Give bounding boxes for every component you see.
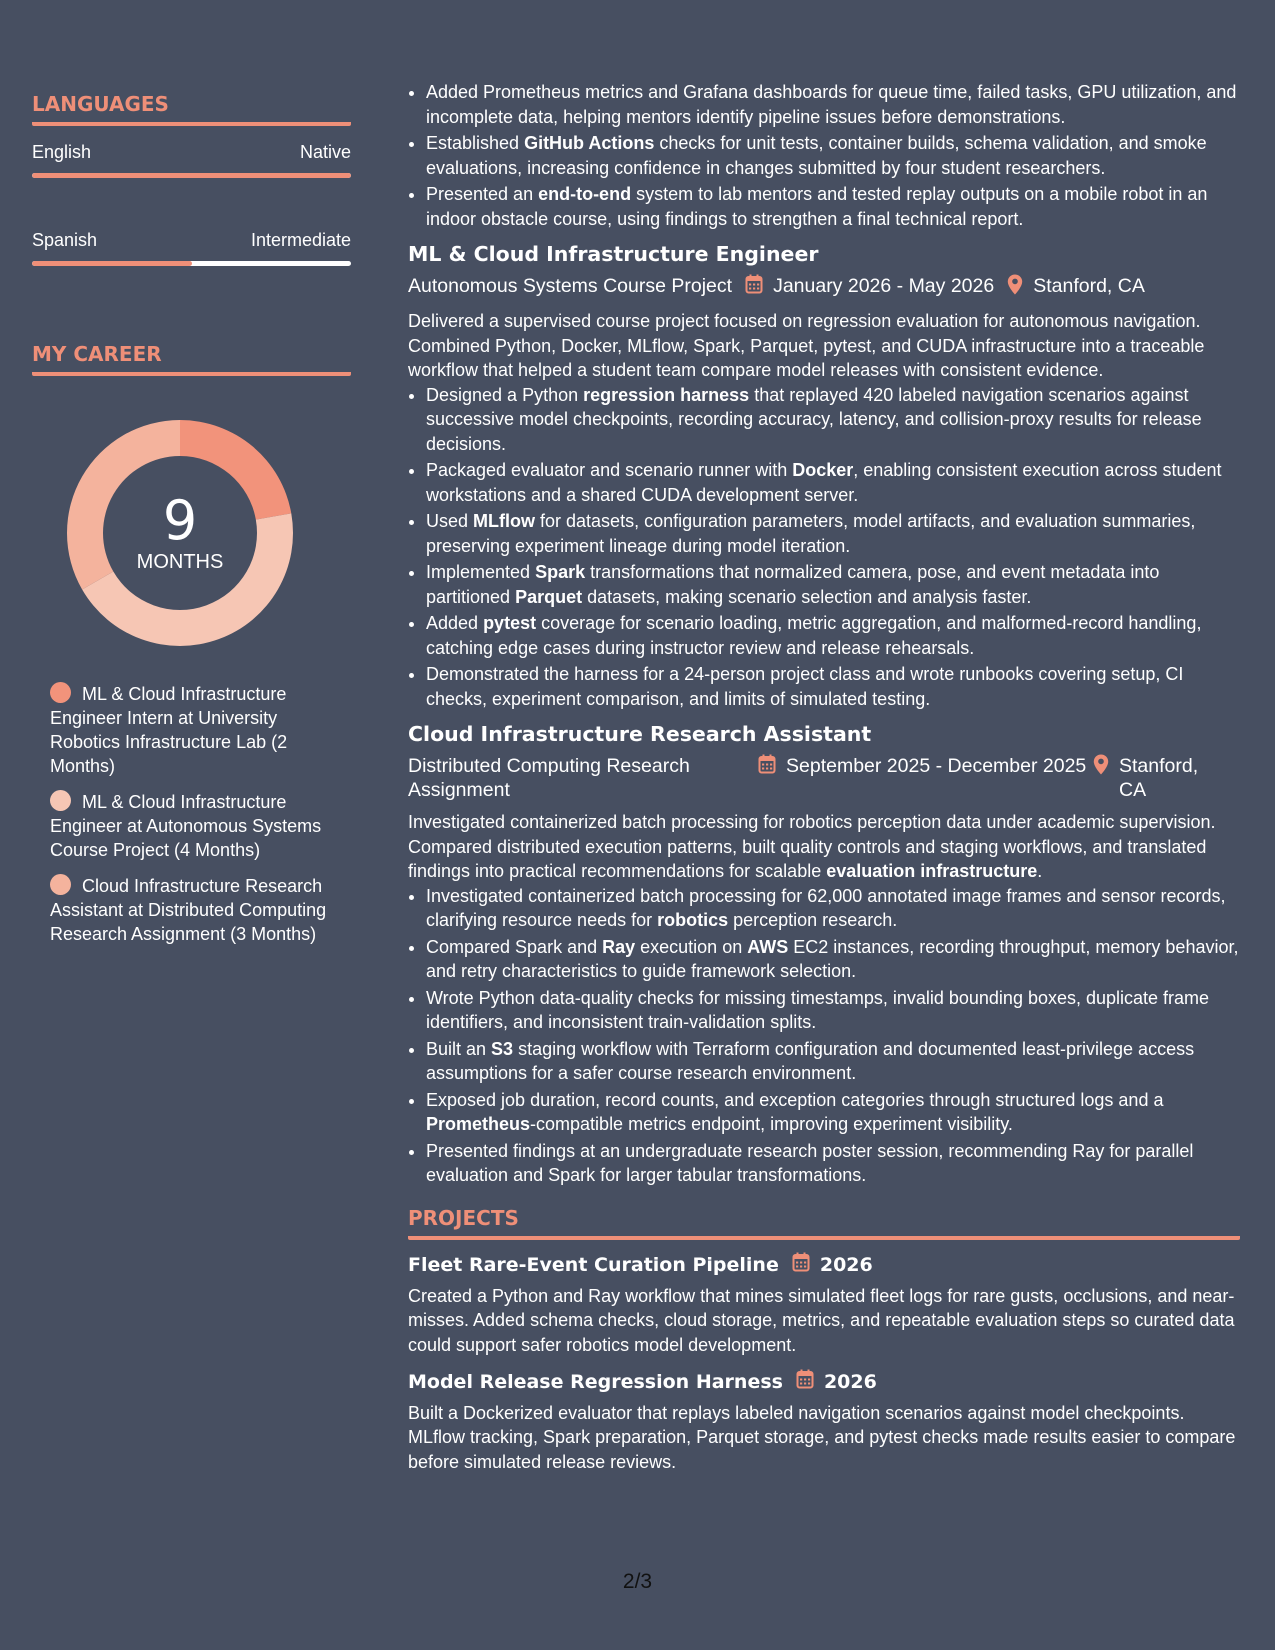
job-entry — [408, 720, 1240, 1188]
career-heading: MY CAREER — [32, 342, 351, 376]
career-legend-text: Cloud Infrastructure Research Assistant at Distributed Computing Research Assignment (3 Months) — [50, 876, 327, 944]
bullet-item: • Added pytest coverage for scenario loading, metric aggregation, and malformed-record handling, catching edge cases during instructor review and release rehearsals. — [426, 611, 1240, 660]
job-entry — [408, 240, 1240, 711]
bullet-item: • Used MLflow for datasets, configuration parameters, model artifacts, and evaluation summaries, preserving experiment lineage during model iteration. — [426, 509, 1240, 558]
donut-center — [65, 418, 295, 648]
bullet-item: • Added Prometheus metrics and Grafana dashboards for queue time, failed tasks, GPU utilization, and incomplete data, helping mentors identify pipeline issues before demonstrations. — [426, 80, 1240, 129]
bullet-item: • Exposed job duration, record counts, and exception categories through structured logs and a Prometheus-compatible metrics endpoint, improving experiment visibility. — [426, 1088, 1240, 1137]
bullet-item: • Presented an end-to-end system to lab mentors and tested replay outputs on a mobile robot in an indoor obstacle course, using findings to strengthen a final technical report. — [426, 182, 1240, 231]
bullet-item: • Built an S3 staging workflow with Terraform configuration and documented least-privilege access assumptions for a safer course research environment. — [426, 1037, 1240, 1086]
bullet-item: • Presented findings at an undergraduate research poster session, recommending Ray for parallel evaluation and Spark for larger tabular transformations. — [426, 1139, 1240, 1188]
language-bar-fill — [32, 261, 192, 266]
bullet-item: • Wrote Python data-quality checks for missing timestamps, invalid bounding boxes, duplicate frame identifiers, and inconsistent train-validation splits. — [426, 986, 1240, 1035]
job-organization: Autonomous Systems Course Project — [408, 275, 733, 297]
bullet-item: • Established GitHub Actions checks for unit tests, container builds, schema validation, and smoke evaluations, increasing confidence in changes submitted by four student researchers. — [426, 131, 1240, 180]
calendar-icon — [745, 274, 763, 300]
job-summary: Delivered a supervised course project focused on regression evaluation for autonomous navigation. Combined Python, Docker, MLflow, Spark, Parquet, pytest, and CUDA infrastructure into a traceable workflow that helped a student team compare model releases with consistent evidence. — [408, 311, 1205, 380]
bullet-item: • Investigated containerized batch processing for 62,000 annotated image frames and sensor records, clarifying resource needs for robotics perception research. — [426, 884, 1240, 933]
career-donut-chart — [65, 418, 295, 648]
job-dates-text: September 2025 - December 2025 — [786, 755, 1087, 777]
project-year: 2026 — [823, 1371, 877, 1393]
project-list — [408, 1252, 1240, 1474]
bullet-item: • Designed a Python regression harness that replayed 420 labeled navigation scenarios against successive model checkpoints, recording accuracy, latency, and collision-proxy results for release decisions. — [426, 383, 1240, 457]
job-dates — [758, 754, 1093, 780]
job-location-text: Stanford, CA — [1033, 275, 1145, 297]
donut-total: 9 — [162, 488, 198, 552]
location-pin-icon — [1007, 274, 1023, 301]
language-name: Spanish — [32, 230, 98, 250]
career-legend-item — [50, 874, 330, 946]
legend-dot-icon — [50, 682, 71, 703]
calendar-icon — [792, 1252, 810, 1279]
project-year: 2026 — [819, 1254, 873, 1276]
job-location-text: Stanford, CA — [1119, 755, 1199, 801]
projects-heading: PROJECTS — [408, 1206, 1240, 1241]
job-dates — [745, 274, 994, 300]
location-pin-icon — [1093, 754, 1109, 781]
job-dates-text: January 2026 - May 2026 — [773, 275, 995, 297]
job-organization: Distributed Computing Research Assignment — [408, 755, 690, 801]
page-number: 2/3 — [622, 1570, 653, 1593]
sidebar — [32, 92, 351, 958]
job-title: Cloud Infrastructure Research Assistant — [408, 722, 872, 746]
job-bullet-list — [408, 383, 1240, 712]
donut-unit: MONTHS — [136, 550, 224, 573]
language-bar — [32, 173, 351, 178]
career-legend-text: ML & Cloud Infrastructure Engineer Intern at University Robotics Infrastructure Lab (2 Months) — [50, 684, 288, 776]
project-description: Built a Dockerized evaluator that replays labeled navigation scenarios against model checkpoints. MLflow tracking, Spark preparation, Parquet storage, and pytest checks made results easier to compare before simulated release reviews. — [408, 1402, 1236, 1472]
calendar-icon — [758, 754, 776, 780]
career-legend-item — [50, 682, 330, 778]
language-level: Native — [299, 142, 351, 162]
language-bar-fill — [32, 173, 351, 178]
job-location — [1007, 274, 1145, 301]
language-bar — [32, 261, 351, 266]
project-header — [408, 1369, 1240, 1396]
career-legend — [50, 682, 330, 946]
job-summary: Investigated containerized batch processing for robotics perception data under academic supervision. Compared distributed execution patterns, built quality controls and staging workflows, and translated findings into practical recommendations for scalable evaluation infrastructure. — [408, 812, 1216, 881]
calendar-icon — [796, 1369, 814, 1396]
language-level: Intermediate — [250, 230, 351, 250]
project-description: Created a Python and Ray workflow that mines simulated fleet logs for rare gusts, occlusions, and near-misses. Added schema checks, cloud storage, metrics, and repeatable evaluation steps so curated data could support safer robotics model development. — [408, 1285, 1235, 1355]
language-row — [32, 142, 351, 163]
job-location — [1093, 754, 1223, 802]
languages-heading: LANGUAGES — [32, 92, 351, 126]
language-list — [32, 142, 351, 266]
job-meta — [408, 754, 1240, 802]
experience-list — [408, 240, 1240, 1188]
job-meta — [408, 274, 1240, 301]
bullet-item: • Packaged evaluator and scenario runner with Docker, enabling consistent execution across student workstations and a shared CUDA development server. — [426, 458, 1240, 507]
bullet-item: • Demonstrated the harness for a 24-person project class and wrote runbooks covering setup, CI checks, experiment comparison, and limits of simulated testing. — [426, 662, 1240, 711]
project-name: Model Release Regression Harness — [408, 1371, 783, 1393]
language-row — [32, 230, 351, 251]
intro-bullet-list — [408, 80, 1240, 231]
career-legend-item — [50, 790, 330, 862]
bullet-item: • Compared Spark and Ray execution on AWS EC2 instances, recording throughput, memory behavior, and retry characteristics to guide framework selection. — [426, 935, 1240, 984]
language-name: English — [32, 142, 92, 162]
bullet-item: • Implemented Spark transformations that normalized camera, pose, and event metadata into partitioned Parquet datasets, making scenario selection and analysis faster. — [426, 560, 1240, 609]
legend-dot-icon — [50, 874, 71, 895]
job-bullet-list — [408, 884, 1240, 1188]
job-title: ML & Cloud Infrastructure Engineer — [408, 242, 819, 266]
career-legend-text: ML & Cloud Infrastructure Engineer at Autonomous Systems Course Project (4 Months) — [50, 792, 322, 860]
project-header — [408, 1252, 1240, 1279]
main-content — [408, 80, 1240, 1474]
legend-dot-icon — [50, 790, 71, 811]
language-spacer — [32, 178, 351, 214]
project-name: Fleet Rare-Event Curation Pipeline — [408, 1254, 779, 1276]
